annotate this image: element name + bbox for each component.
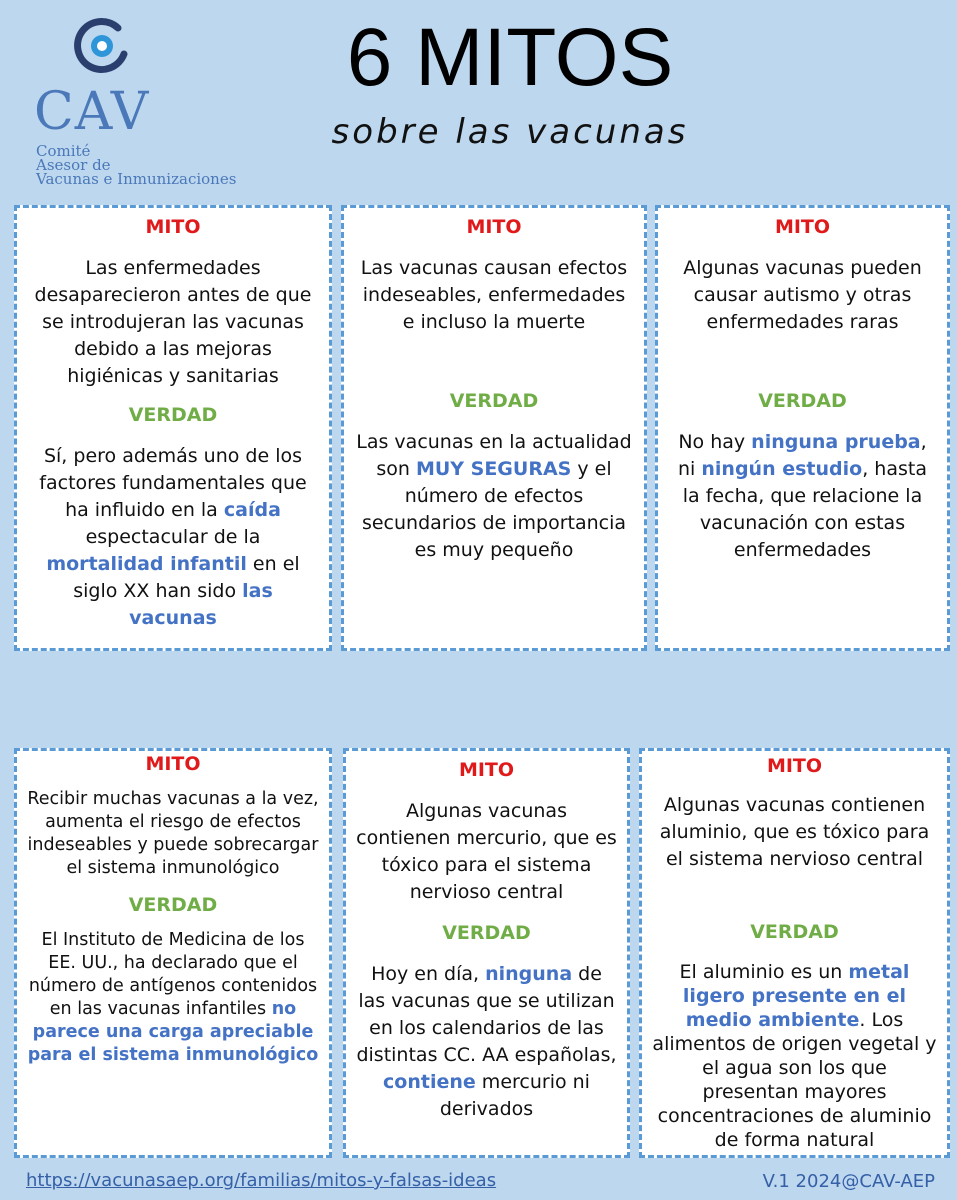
verdad-label: VERDAD (128, 404, 218, 426)
highlight-text: las vacunas (129, 580, 273, 629)
page-title: 6 MITOS (346, 12, 674, 103)
logo-subtitle: Comité Asesor de Vacunas e Inmunizaciones (36, 142, 237, 188)
page-subtitle: sobre las vacunas (331, 112, 689, 152)
highlight-text: ningún estudio (701, 458, 863, 480)
mito-text: Recibir muchas vacunas a la vez, aumenta el riesgo de efectos indeseables y puede sobrecargar el sistema inmunológico (27, 789, 319, 878)
mito-label: MITO (145, 216, 201, 238)
verdad-text: Hoy en día, ninguna de las vacunas que se utilizan en los calendarios de las distintas CC. AA españolas, contiene mercurio ni derivados (356, 963, 617, 1120)
highlight-text: caída (223, 499, 281, 521)
mito-label: MITO (466, 216, 522, 238)
verdad-label: VERDAD (449, 390, 539, 412)
mito-text: Algunas vacunas pueden causar autismo y otras enfermedades raras (683, 257, 922, 333)
verdad-text: Las vacunas en la actualidad son MUY SEGURAS y el número de efectos secundarios de importancia es muy pequeño (356, 431, 632, 561)
mito-label: MITO (458, 759, 515, 781)
mito-label: MITO (774, 216, 831, 238)
highlight-text: no parece una carga apreciable para el sistema inmunológico (27, 999, 319, 1065)
highlight-text: contiene (383, 1071, 476, 1093)
verdad-label: VERDAD (128, 894, 218, 916)
highlight-text: ninguna prueba (751, 431, 921, 453)
myth-card-6 (639, 748, 950, 1158)
verdad-label: VERDAD (758, 390, 847, 412)
verdad-label: VERDAD (750, 921, 839, 943)
mito-text: Algunas vacunas contienen aluminio, que es tóxico para el sistema nervioso central (659, 794, 930, 870)
source-link[interactable]: https://vacunasaep.org/familias/mitos-y-falsas-ideas (26, 1170, 497, 1191)
cav-logo-icon (72, 16, 132, 76)
highlight-text: mortalidad infantil (46, 553, 247, 575)
version-label: V.1 2024@CAV-AEP (762, 1171, 935, 1192)
verdad-label: VERDAD (442, 922, 531, 944)
myth-card-1 (14, 205, 332, 651)
mito-text: Las enfermedades desaparecieron antes de que se introdujeran las vacunas debido a las mejoras higiénicas y sanitarias (34, 257, 312, 387)
myth-card-5 (343, 748, 630, 1158)
verdad-text: Sí, pero además uno de los factores fundamentales que ha influido en la caída espectacular de la mortalidad infantil en el siglo XX han sido las vacunas (39, 445, 307, 629)
cav-logo (34, 16, 274, 186)
highlight-text: ninguna (485, 963, 573, 985)
mito-label: MITO (766, 755, 823, 777)
myth-card-3 (655, 205, 950, 651)
logo-acronym: CAV (34, 82, 150, 142)
highlight-text: metal ligero presente en el medio ambiente (682, 961, 910, 1031)
mito-label: MITO (145, 753, 201, 775)
highlight-text: MUY SEGURAS (415, 458, 572, 480)
mito-text: Algunas vacunas contienen mercurio, que es tóxico para el sistema nervioso central (356, 800, 617, 903)
myth-card-4 (14, 748, 332, 1158)
verdad-text: El Instituto de Medicina de los EE. UU., ha declarado que el número de antígenos contenidos en las vacunas infantiles no parece una carga apreciable para el sistema inmunológico (27, 930, 319, 1065)
verdad-text: No hay ninguna prueba, ni ningún estudio, hasta la fecha, que relacione la vacunación con estas enfermedades (678, 431, 927, 561)
mito-text: Las vacunas causan efectos indeseables, enfermedades e incluso la muerte (360, 257, 628, 333)
verdad-text: El aluminio es un metal ligero presente en el medio ambiente. Los alimentos de origen vegetal y el agua son los que presentan mayores concentraciones de aluminio de forma natural (652, 961, 937, 1151)
myth-card-2 (341, 205, 647, 651)
